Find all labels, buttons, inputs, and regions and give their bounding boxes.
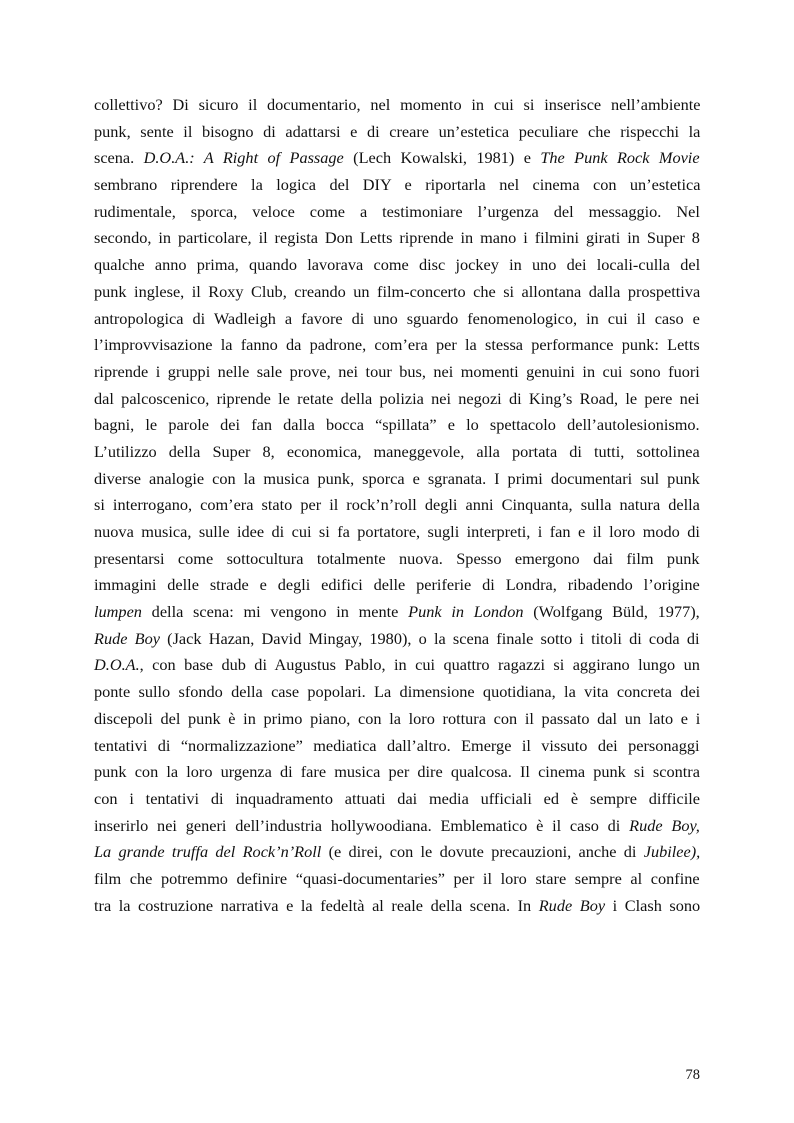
text-run: sembrano riprendere la logica del DIY e riportarla nel cinema con un’estetica <box>94 175 701 195</box>
text-line <box>94 119 700 146</box>
text-line <box>94 306 700 333</box>
text-run: , con base dub di Augustus Pablo, in cui quattro ragazzi si aggirano lungo un <box>139 655 700 675</box>
text-line <box>94 92 700 119</box>
text-line <box>94 546 700 573</box>
text-run: secondo, in particolare, il regista Don Letts riprende in mano i filmini girati in Super 8 <box>94 228 700 248</box>
italic-text: D.O.A. <box>94 655 140 675</box>
text-run: antropologica di Wadleigh a favore di uno sguardo fenomenologico, in cui il caso e <box>94 308 700 328</box>
text-run: discepoli del punk è in primo piano, con la loro rottura con il passato dal un lato e i <box>94 708 701 728</box>
text-line <box>94 199 700 226</box>
text-run: i Clash sono <box>605 895 701 915</box>
text-line <box>94 706 700 733</box>
italic-text: Rude Boy <box>94 628 160 648</box>
text-run: collettivo? Di sicuro il documentario, nel momento in cui si inserisce nell’ambiente <box>94 95 701 114</box>
text-run: ponte sullo sfondo della case popolari. La dimensione quotidiana, la vita concreta dei <box>94 682 701 702</box>
italic-text: La grande truffa del Rock’n’Roll <box>94 842 322 862</box>
text-run: (Lech Kowalski, 1981) e <box>343 148 541 168</box>
text-line <box>94 332 700 359</box>
text-run: riprende i gruppi nelle sale prove, nei tour bus, nei momenti genuini in cui sono fuori <box>94 361 700 381</box>
text-line <box>94 626 700 653</box>
text-run: (Jack Hazan, David Mingay, 1980), o la scena finale sotto i titoli di coda di <box>159 628 700 648</box>
text-run: presentarsi come sottocultura totalmente nuova. Spesso emergono dai film punk <box>94 548 700 568</box>
text-line <box>94 893 700 920</box>
text-line <box>94 786 700 813</box>
text-run: diverse analogie con la musica punk, sporca e sgranata. I primi documentari sul punk <box>94 468 700 488</box>
italic-text: Rude Boy <box>538 895 606 915</box>
text-line <box>94 839 700 866</box>
text-line <box>94 252 700 279</box>
text-run: si interrogano, com’era stato per il rock’n’roll degli anni Cinquanta, sulla natura della <box>94 495 700 515</box>
italic-text: D.O.A.: A Right of Passage <box>143 148 344 168</box>
italic-text: Jubilee), <box>643 842 701 862</box>
text-run: (e direi, con le dovute precauzioni, anche di <box>321 842 644 862</box>
text-run: della scena: mi vengono in mente <box>141 602 409 622</box>
text-run: nuova musica, sulle idee di cui si fa portatore, sugli interpreti, i fan e il loro modo di <box>94 522 700 541</box>
text-line <box>94 492 700 519</box>
text-line <box>94 386 700 413</box>
text-run: qualche anno prima, quando lavorava come disc jockey in uno dei locali-culla del <box>94 255 701 275</box>
text-run: film che potremmo definire “quasi-documentaries” per il loro stare sempre al confine <box>94 868 700 888</box>
text-line <box>94 652 700 679</box>
text-run: dal palcoscenico, riprende le retate della polizia nei negozi di King’s Road, le pere nei <box>94 388 700 408</box>
text-run: tentativi di “normalizzazione” mediatica dall’altro. Emerge il vissuto dei personaggi <box>94 735 700 755</box>
text-line <box>94 866 700 893</box>
text-line <box>94 572 700 599</box>
text-line <box>94 599 700 626</box>
text-line <box>94 145 700 172</box>
text-run: rudimentale, sporca, veloce come a testimoniare l’urgenza del messaggio. Nel <box>94 201 700 221</box>
text-run: tra la costruzione narrativa e la fedeltà al reale della scena. In <box>94 895 539 915</box>
italic-text: The Punk Rock Movie <box>540 148 700 168</box>
text-line <box>94 519 700 546</box>
text-run: (Wolfgang Büld, 1977), <box>523 602 700 622</box>
italic-text: Punk in London <box>408 602 524 622</box>
body-text <box>94 92 700 919</box>
text-run: con i tentativi di inquadramento attuati dai media ufficiali ed è sempre difficile <box>94 788 700 808</box>
text-run: L’utilizzo della Super 8, economica, maneggevole, alla portata di tutti, sottolinea <box>94 441 700 461</box>
text-line <box>94 172 700 199</box>
text-line <box>94 733 700 760</box>
text-run: inserirlo nei generi dell’industria hollywoodiana. Emblematico è il caso di <box>94 815 630 835</box>
text-run: bagni, le parole dei fan dalla bocca “spillata” e lo spettacolo dell’autolesionismo. <box>94 415 700 435</box>
text-run: immagini delle strade e degli edifici delle periferie di Londra, ribadendo l’origine <box>94 575 700 595</box>
italic-text: lumpen <box>94 602 142 622</box>
text-run: punk con la loro urgenza di fare musica per dire qualcosa. Il cinema punk si scontra <box>94 762 700 782</box>
text-line <box>94 759 700 786</box>
text-line <box>94 279 700 306</box>
text-run: punk inglese, il Roxy Club, creando un film-concerto che si allontana dalla prospettiva <box>94 281 701 301</box>
page-number: 78 <box>685 1067 700 1083</box>
text-line <box>94 225 700 252</box>
text-line <box>94 466 700 493</box>
text-line <box>94 412 700 439</box>
text-run: scena. <box>94 148 144 168</box>
text-run: l’improvvisazione la fanno da padrone, com’era per la stessa performance punk: Letts <box>94 335 700 355</box>
text-run: punk, sente il bisogno di adattarsi e di creare un’estetica peculiare che rispecchi la <box>94 121 701 141</box>
text-line <box>94 439 700 466</box>
italic-text: Rude Boy, <box>629 815 700 835</box>
text-line <box>94 679 700 706</box>
text-line <box>94 359 700 386</box>
text-line <box>94 813 700 840</box>
